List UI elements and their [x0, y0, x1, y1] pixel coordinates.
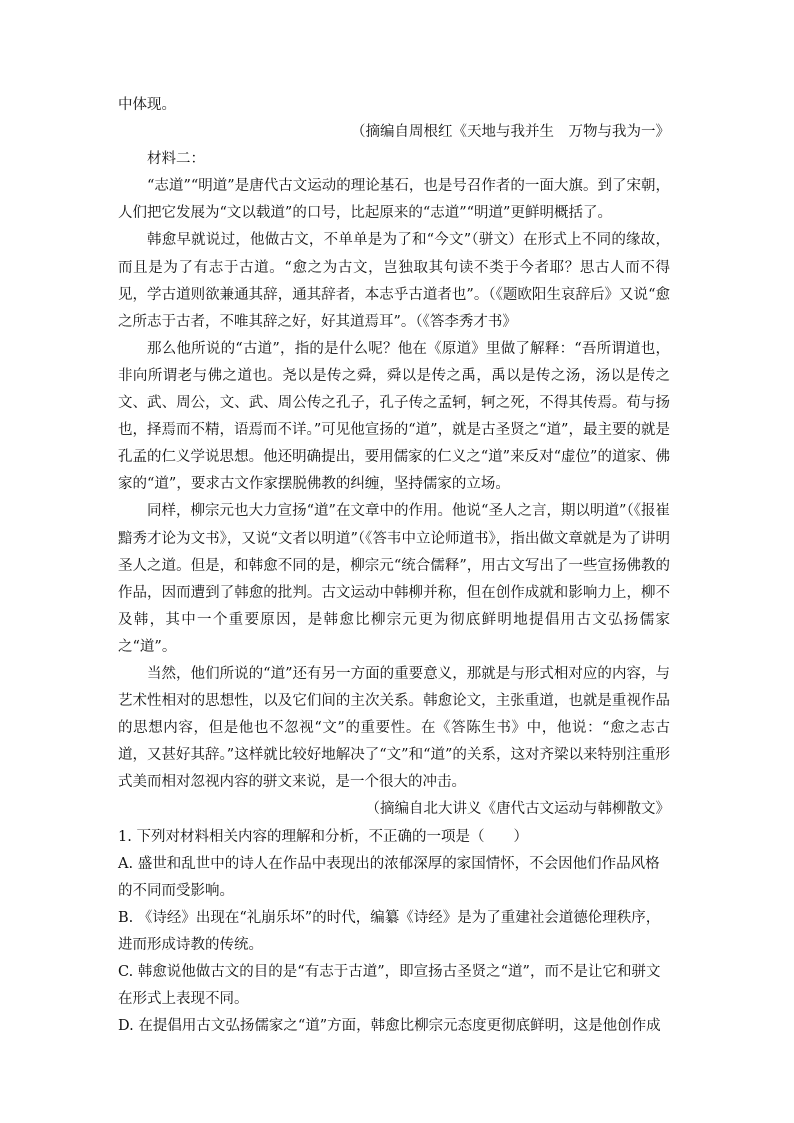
paragraph-5: 当然，他们所说的“道”还有另一方面的重要意义，那就是与形式相对应的内容，与艺术性相对的思想性，以及它们间的主次关系。韩愈论文，主张重道，也就是重视作品的思想内容，但是他也不忽视“文”的重要性。在《答陈生书》中，他说：“愈之志古道，又甚好其辞。”这样就比较好地解决了“文”和“道”的关系，这对齐梁以来特别注重形式美而相对忽视内容的骈文来说，是一个很大的冲击。 — [118, 665, 670, 791]
source-citation-2: （摘编自北大讲义《唐代古文运动与韩柳散文》 — [365, 801, 670, 818]
option-c: C. 韩愈说他做古文的目的是“有志于古道”，即宣扬古圣贤之“道”，而不是让它和骈文在形式上表现不同。 — [118, 964, 661, 1008]
paragraph-2: 韩愈早就说过，他做古文，不单单是为了和“今文”（骈文）在形式上不同的缘故，而且是为了有志于古道。“愈之为古文，岂独取其句读不类于今者耶？思古人而不得见，学古道则欲兼通其辞，通其辞者，本志乎古道者也”。（《题欧阳生哀辞后》又说“愈之所志于古者，不唯其辞之好，好其道焉耳”。（《答李秀才书》 — [118, 232, 670, 330]
option-d: D. 在提倡用古文弘扬儒家之“道”方面，韩愈比柳宗元态度更彻底鲜明，这是他创作成 — [118, 1018, 661, 1035]
material-2-label: 材料二： — [147, 151, 205, 168]
option-b: B. 《诗经》出现在“礼崩乐坏”的时代，编纂《诗经》是为了重建社会道德伦理秩序，进而形成诗教的传统。 — [118, 909, 661, 953]
paragraph-3: 那么他所说的“古道”，指的是什么呢？他在《原道》里做了解释：“吾所谓道也，非向所谓老与佛之道也。尧以是传之舜，舜以是传之禹，禹以是传之汤，汤以是传之文、武、周公，文、武、周公传之孔子，孔子传之孟轲，轲之死，不得其传焉。荀与扬也，择焉而不精，语焉而不详。”可见他宣扬的“道”，就是古圣贤之“道”，最主要的就是孔孟的仁义学说思想。他还明确提出，要用儒家的仁义之“道”来反对“虚位”的道家、佛家的“道”，要求古文作家摆脱佛教的纠缠，坚持儒家的立场。 — [118, 340, 670, 493]
continued-text: 中体现。 — [118, 97, 176, 113]
source-citation-1: （摘编自周根红《天地与我并生 万物与我为一》 — [351, 124, 670, 141]
paragraph-4: 同样，柳宗元也大力宣扬“道”在文章中的作用。他说“圣人之言，期以明道”（《报崔黯秀才论为文书》，又说“文者以明道”（《答韦中立论师道书》，指出做文章就是为了讲明圣人之道。但是，和韩愈不同的是，柳宗元“统合儒释”，用古文写出了一些宣扬佛教的作品，因而遭到了韩愈的批判。古文运动中韩柳并称，但在创作成就和影响力上，柳不及韩，其中一个重要原因，是韩愈比柳宗元更为彻底鲜明地提倡用古文弘扬儒家之“道”。 — [118, 503, 670, 655]
paragraph-1: “志道”“明道”是唐代古文运动的理论基石，也是号召作者的一面大旗。到了宋朝，人们把它发展为“文以载道”的口号，比起原来的“志道”“明道”更鲜明概括了。 — [118, 178, 670, 222]
question-1: 1. 下列对材料相关内容的理解和分析，不正确的一项是（ ） — [118, 828, 528, 845]
option-a: A. 盛世和乱世中的诗人在作品中表现出的浓郁深厚的家国情怀，不会因他们作品风格的不同而受影响。 — [118, 855, 660, 899]
document-body — [118, 92, 670, 1040]
